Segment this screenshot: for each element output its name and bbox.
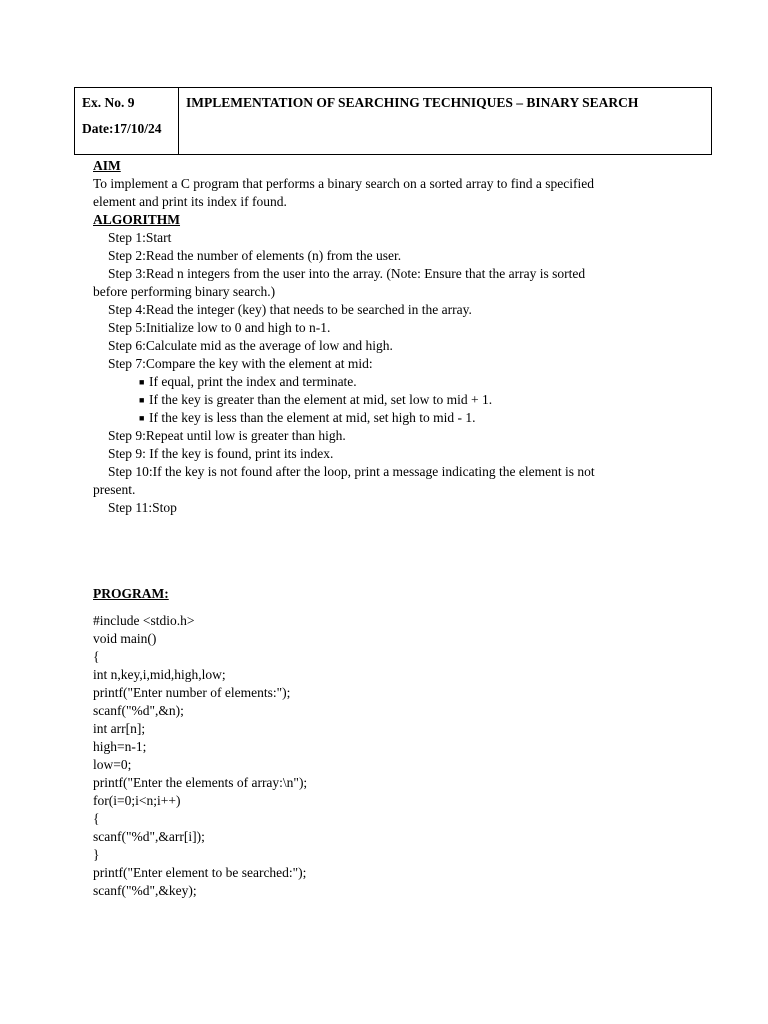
code-line: high=n-1; (93, 739, 147, 754)
algorithm-step-9: Step 9:Repeat until low is greater than high. (108, 428, 346, 443)
code-line: void main() (93, 631, 157, 646)
aim-text-line-2: element and print its index if found. (93, 194, 287, 209)
code-line: low=0; (93, 757, 132, 772)
bullet-icon: ■ (139, 377, 145, 387)
code-line: #include <stdio.h> (93, 613, 195, 628)
header-title-cell (179, 88, 711, 154)
algorithm-step-11: Step 11:Stop (108, 500, 177, 515)
code-line: scanf("%d",&n); (93, 703, 184, 718)
algorithm-step-10-continued: present. (93, 482, 136, 497)
code-line: } (93, 847, 100, 862)
list-item (93, 391, 693, 409)
code-line: int arr[n]; (93, 721, 146, 736)
algorithm-step-1: Step 1:Start (108, 230, 172, 245)
bullet-icon: ■ (139, 413, 145, 423)
bullet-icon: ■ (139, 395, 145, 405)
exercise-date: Date:17/10/24 (82, 121, 162, 136)
algorithm-heading: ALGORITHM (93, 212, 181, 227)
algorithm-step-2: Step 2:Read the number of elements (n) from the user. (108, 248, 402, 263)
algorithm-step-6: Step 6:Calculate mid as the average of low and high. (108, 338, 393, 353)
algorithm-step-3-continued: before performing binary search.) (93, 284, 276, 299)
list-item (93, 373, 693, 391)
exercise-number: Ex. No. 9 (82, 95, 135, 110)
code-line: { (93, 811, 100, 826)
algorithm-step-9-found: Step 9: If the key is found, print its index. (108, 446, 334, 461)
code-line: printf("Enter element to be searched:"); (93, 865, 307, 880)
algorithm-step-5: Step 5:Initialize low to 0 and high to n-1. (108, 320, 331, 335)
header-table (74, 87, 712, 155)
bullet-text: If equal, print the index and terminate. (149, 374, 357, 389)
aim-heading: AIM (93, 158, 121, 173)
list-item (93, 409, 693, 427)
algorithm-step-3: Step 3:Read n integers from the user into the array. (Note: Ensure that the array is sorted (108, 266, 586, 281)
code-line: int n,key,i,mid,high,low; (93, 667, 226, 682)
aim-text-line-1: To implement a C program that performs a binary search on a sorted array to find a specified (93, 176, 595, 191)
bullet-text: If the key is greater than the element at mid, set low to mid + 1. (149, 392, 493, 407)
program-section (93, 585, 693, 900)
code-line: scanf("%d",&arr[i]); (93, 829, 205, 844)
algorithm-step-7: Step 7:Compare the key with the element at mid: (108, 356, 373, 371)
program-heading: PROGRAM: (93, 586, 169, 601)
algorithm-step-10: Step 10:If the key is not found after the loop, print a message indicating the element is not (108, 464, 595, 479)
exercise-title: IMPLEMENTATION OF SEARCHING TECHNIQUES – BINARY SEARCH (186, 95, 639, 110)
algorithm-step-4: Step 4:Read the integer (key) that needs to be searched in the array. (108, 302, 472, 317)
code-block (93, 612, 693, 900)
document-body (93, 157, 693, 517)
code-line: { (93, 649, 100, 664)
header-left-cell (75, 88, 179, 154)
code-line: printf("Enter the elements of array:\n"); (93, 775, 308, 790)
code-line: scanf("%d",&key); (93, 883, 197, 898)
code-line: printf("Enter number of elements:"); (93, 685, 291, 700)
bullet-text: If the key is less than the element at mid, set high to mid - 1. (149, 410, 476, 425)
code-line: for(i=0;i<n;i++) (93, 793, 181, 808)
